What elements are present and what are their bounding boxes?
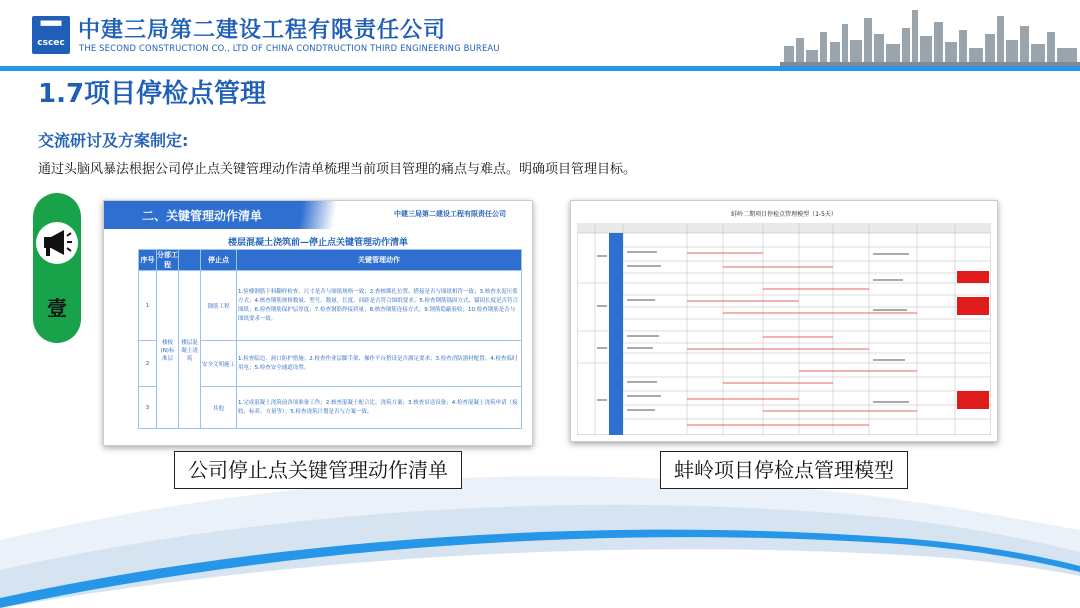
- company-name-en: THE SECOND CONSTRUCTION CO., LTD OF CHINA CONDTRUCTION THIRD ENGINEERING BUREAU: [79, 43, 500, 53]
- action-table: [138, 249, 522, 429]
- company-name-cn: 中建三局第二建设工程有限责任公司: [78, 18, 447, 43]
- slide-title: 1.7项目停检点管理: [38, 79, 267, 109]
- model-doc-title: 蚌岭二期项目停检点管理模型（1-5天）: [731, 211, 837, 218]
- header-divider: [0, 66, 1080, 71]
- doc-banner-logo: 中建三局第二建设工程有限责任公司: [394, 210, 506, 218]
- doc-title: 楼层混凝土浇筑前—停止点关键管理动作清单: [227, 238, 408, 248]
- section-number: 壹: [47, 296, 67, 320]
- table-header: 停止点: [201, 250, 237, 271]
- table-row: 1 楼板(N)标准层 楼层混凝土浇筑 钢筋工程 1.验楼钢筋下料翻样检查、尺寸是否与图纸规格一致；2.查核绑扎位置、搭接是否与图纸相符一致；3.核查水泥压浆方式；4.核查钢筋规格数量、型号、数量、长度、间距是否符合图纸要求；5.检查钢筋锚固方式、锚固长度是否符合图纸；6.检查钢筋保护层厚度；7.检查钢筋焊接质量；8.核查钢筋连接方式；9.钢筋隐蔽验收；10.检查钢筋是否与图纸要求一致。: [139, 271, 522, 341]
- model-grid: [577, 223, 991, 435]
- table-row: 2 安全文明施工 1.检查临边、洞口防护措施；2.检查作业层脚手架、操作平台搭设是否满足要求；3.检查消防器材配置；4.检查临时用电；5.检查安全通道设置。: [139, 341, 522, 387]
- stop-point-model-image: [570, 200, 998, 442]
- company-logo: ▀▀▀ cscec: [32, 16, 70, 54]
- table-header: [179, 250, 201, 271]
- background-waves: [0, 420, 1080, 608]
- caption-left: 公司停止点关键管理动作清单: [174, 451, 462, 489]
- doc-banner-title: 二、关键管理动作清单: [142, 209, 263, 223]
- section-heading: 交流研讨及方案制定:: [38, 131, 189, 150]
- table-header: 序号: [139, 250, 157, 271]
- table-row: 3 其他 1.完成混凝土浇筑前各项准备工作；2.核查混凝土配合比、浇筑方案；3.核查泵送设备；4.检查混凝土浇筑申请（接收、标养、方量等）；5.检查浇筑计划是否与方案一致。: [139, 387, 522, 429]
- management-action-list-image: [103, 200, 533, 446]
- table-header: 关键管理动作: [237, 250, 522, 271]
- table-header: 分部工程: [157, 251, 178, 269]
- intro-text: 通过头脑风暴法根据公司停止点关键管理动作清单梳理当前项目管理的痛点与难点。明确项目管理目标。: [38, 162, 637, 177]
- caption-right: 蚌岭项目停检点管理模型: [660, 451, 908, 489]
- city-skyline-illustration: [780, 4, 1080, 66]
- megaphone-icon: [36, 222, 78, 264]
